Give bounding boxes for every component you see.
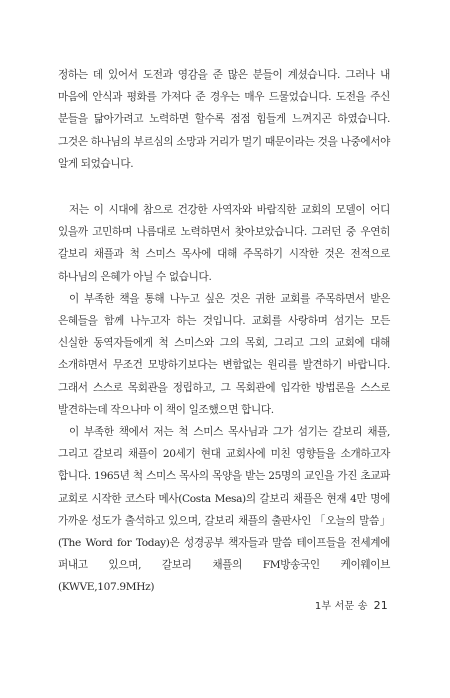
running-footer-section: 1부 서문 송 bbox=[314, 601, 368, 612]
paragraph-continued: 정하는 데 있어서 도전과 영감을 준 많은 분들이 계셨습니다. 그러나 내 마음에 안식과 평화를 가져다 준 경우는 매우 드물었습니다. 도전을 주신 분들을 닮아가려고 노력하면 할수록 점점 힘들게 느껴지곤 하였습니다. 그것은 하나님의 부르심의 소망과 거리가 멀기 때문이라는 것을 나중에서야 알게 되었습니다. bbox=[58, 69, 390, 170]
page-number: 21 bbox=[373, 599, 388, 612]
paragraph-calvary-chapel: 이 부족한 책에서 저는 척 스미스 목사님과 그가 섬기는 갈보리 채플, 그리고 갈보리 채플이 20세기 현대 교회사에 미친 영향들을 소개하고자 합니다. 1965년 척 스미스 목사의 목양을 받는 25명의 교인을 가진 초교파 교회로 시작한 코스타 메사(Costa Mesa)의 갈보리 채플은 현재 4만 명에 가까운 성도가 출석하고 있으며, 갈보리 채플의 출판사인 「오늘의 말씀」(The Word for Today)은 성경공부 책자들과 말씀 테이프들을 전세계에 퍼내고 있으며, 갈보리 채플의 FM방송국인 케이웨이브(KWVE,107.9MHz) bbox=[58, 426, 390, 594]
page-footer bbox=[315, 597, 388, 612]
body-text-block-2 bbox=[58, 199, 390, 599]
body-text-block-1 bbox=[58, 64, 390, 175]
paragraph-intro: 저는 이 시대에 참으로 건강한 사역자와 바람직한 교회의 모델이 어디 있을까 고민하며 나름대로 노력하면서 찾아보았습니다. 그러던 중 우연히 갈보리 채플과 척 스미스 목사에 대해 주목하기 시작한 것은 전적으로 하나님의 은혜가 아닐 수 없습니다. bbox=[58, 204, 390, 283]
paragraph-purpose: 이 부족한 책을 통해 나누고 싶은 것은 귀한 교회를 주목하면서 받은 은혜들을 함께 나누고자 하는 것입니다. 교회를 사랑하며 섬기는 모든 신실한 동역자들에게 척 스미스와 그의 목회, 그리고 그의 교회에 대해 소개하면서 무조건 모방하기보다는 변함없는 원리를 발견하기 바랍니다. 그래서 스스로 목회관을 정립하고, 그 목회관에 입각한 방법론을 스스로 발견하는데 작으나마 이 책이 일조했으면 합니다. bbox=[58, 292, 390, 416]
